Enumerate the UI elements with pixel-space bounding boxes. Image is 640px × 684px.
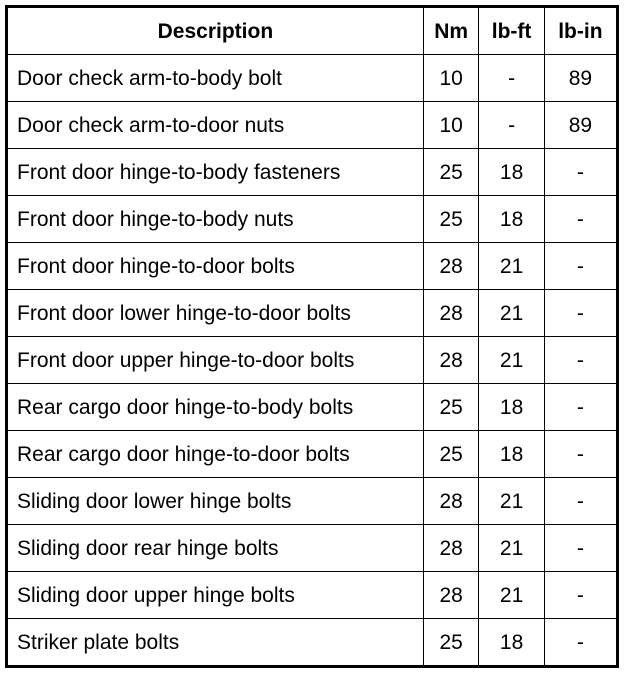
cell-description: Sliding door lower hinge bolts — [7, 478, 424, 525]
cell-description: Striker plate bolts — [7, 619, 424, 667]
cell-description: Front door lower hinge-to-door bolts — [7, 290, 424, 337]
cell-lb-in: - — [544, 196, 617, 243]
cell-lb-in: - — [544, 290, 617, 337]
cell-lb-in: - — [544, 525, 617, 572]
cell-nm: 25 — [423, 431, 479, 478]
header-row — [7, 7, 618, 55]
cell-description: Front door hinge-to-body nuts — [7, 196, 424, 243]
cell-lb-ft: 21 — [479, 572, 544, 619]
cell-lb-ft: 18 — [479, 149, 544, 196]
cell-lb-ft: - — [479, 102, 544, 149]
cell-nm: 25 — [423, 619, 479, 667]
table-row — [7, 478, 618, 525]
cell-lb-ft: 21 — [479, 337, 544, 384]
cell-description: Rear cargo door hinge-to-body bolts — [7, 384, 424, 431]
cell-lb-in: - — [544, 619, 617, 667]
cell-description: Door check arm-to-door nuts — [7, 102, 424, 149]
header-lb-in: lb-in — [544, 7, 617, 55]
table-body — [7, 55, 618, 667]
cell-lb-ft: 18 — [479, 431, 544, 478]
table-row — [7, 525, 618, 572]
table-row — [7, 619, 618, 667]
cell-nm: 28 — [423, 243, 479, 290]
cell-lb-in: - — [544, 431, 617, 478]
cell-description: Front door hinge-to-body fasteners — [7, 149, 424, 196]
torque-spec-table — [5, 5, 619, 668]
cell-lb-ft: 21 — [479, 290, 544, 337]
cell-nm: 28 — [423, 525, 479, 572]
cell-lb-in: - — [544, 149, 617, 196]
cell-nm: 28 — [423, 572, 479, 619]
cell-nm: 10 — [423, 102, 479, 149]
table-row — [7, 243, 618, 290]
table-row — [7, 431, 618, 478]
cell-lb-ft: - — [479, 55, 544, 102]
cell-description: Front door hinge-to-door bolts — [7, 243, 424, 290]
cell-nm: 25 — [423, 384, 479, 431]
cell-description: Sliding door rear hinge bolts — [7, 525, 424, 572]
cell-description: Rear cargo door hinge-to-door bolts — [7, 431, 424, 478]
cell-nm: 28 — [423, 478, 479, 525]
cell-lb-ft: 21 — [479, 243, 544, 290]
table-row — [7, 572, 618, 619]
cell-lb-in: - — [544, 243, 617, 290]
cell-nm: 10 — [423, 55, 479, 102]
cell-description: Front door upper hinge-to-door bolts — [7, 337, 424, 384]
cell-description: Sliding door upper hinge bolts — [7, 572, 424, 619]
cell-lb-ft: 18 — [479, 619, 544, 667]
table-row — [7, 149, 618, 196]
table-row — [7, 102, 618, 149]
cell-lb-ft: 18 — [479, 384, 544, 431]
table-row — [7, 196, 618, 243]
cell-description: Door check arm-to-body bolt — [7, 55, 424, 102]
header-nm: Nm — [423, 7, 479, 55]
table-row — [7, 337, 618, 384]
header-description: Description — [7, 7, 424, 55]
cell-lb-in: 89 — [544, 55, 617, 102]
cell-lb-ft: 21 — [479, 478, 544, 525]
cell-lb-in: 89 — [544, 102, 617, 149]
header-lb-ft: lb-ft — [479, 7, 544, 55]
cell-lb-in: - — [544, 337, 617, 384]
cell-nm: 25 — [423, 196, 479, 243]
table-row — [7, 55, 618, 102]
cell-lb-ft: 21 — [479, 525, 544, 572]
cell-nm: 28 — [423, 337, 479, 384]
cell-lb-ft: 18 — [479, 196, 544, 243]
table-row — [7, 384, 618, 431]
cell-nm: 28 — [423, 290, 479, 337]
table-row — [7, 290, 618, 337]
cell-nm: 25 — [423, 149, 479, 196]
cell-lb-in: - — [544, 478, 617, 525]
cell-lb-in: - — [544, 384, 617, 431]
cell-lb-in: - — [544, 572, 617, 619]
